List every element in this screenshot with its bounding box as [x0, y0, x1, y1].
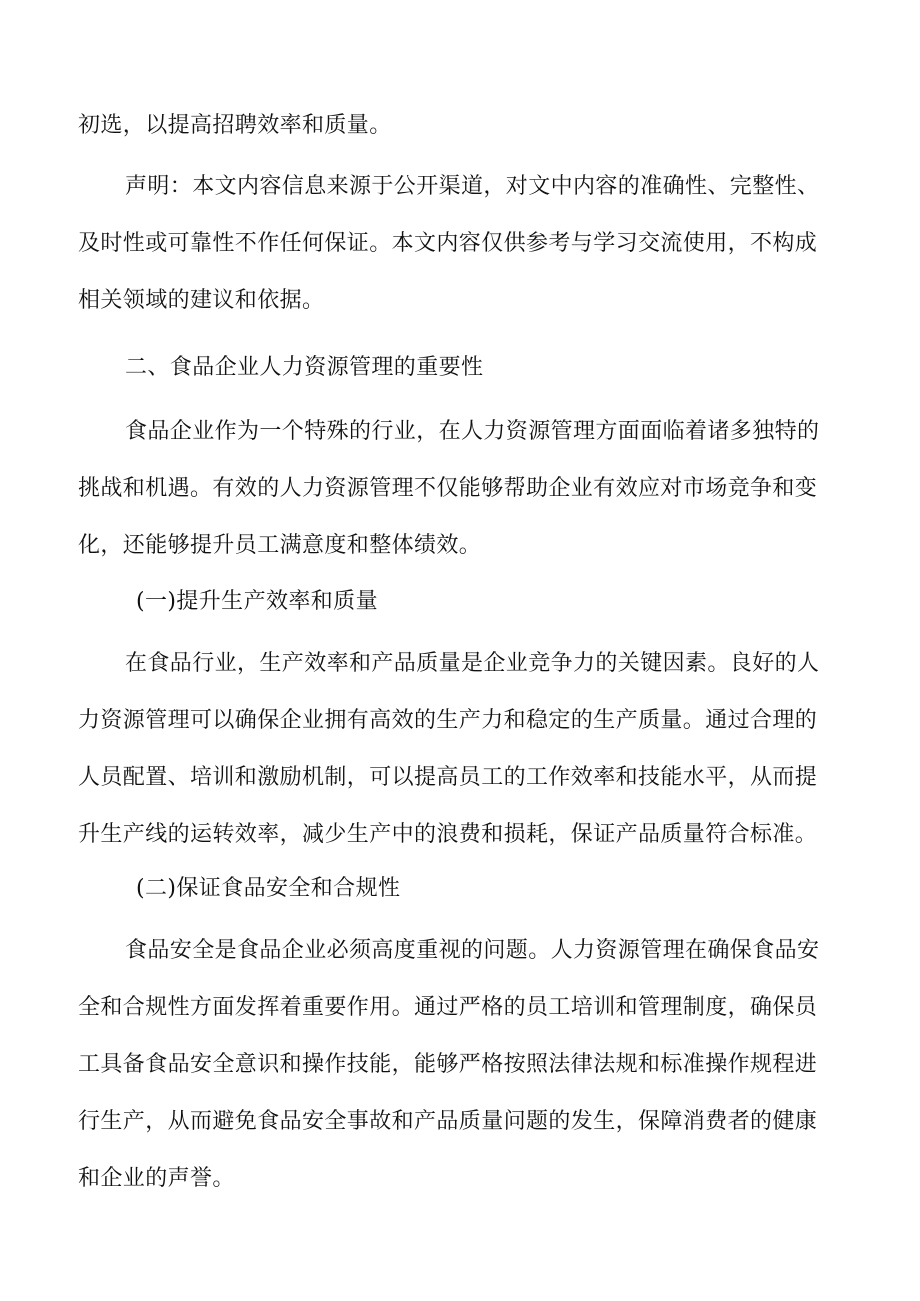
intro-paragraph-tail — [78, 97, 842, 154]
paragraph-line: 全和合规性方面发挥着重要作用。通过严格的员工培训和管理制度，确保员 — [78, 995, 818, 1020]
subsection-1-heading — [78, 573, 842, 630]
section-heading-text: 二、食品企业人力资源管理的重要性 — [125, 355, 484, 380]
paragraph-line: 力资源管理可以确保企业拥有高效的生产力和稳定的生产质量。通过合理的 — [78, 708, 818, 733]
paragraph-line: 声明：本文内容信息来源于公开渠道，对文中内容的准确性、完整性、 — [125, 174, 820, 199]
paragraph-line: 化，还能够提升员工满意度和整体绩效。 — [78, 533, 482, 558]
paragraph-line: 挑战和机遇。有效的人力资源管理不仅能够帮助企业有效应对市场竞争和变 — [78, 476, 818, 501]
subsection-1-paragraph — [78, 635, 842, 863]
paragraph-line: 食品企业作为一个特殊的行业，在人力资源管理方面面临着诸多独特的 — [125, 419, 820, 444]
paragraph-line: 相关领域的建议和依据。 — [78, 288, 325, 313]
paragraph-line: 人员配置、培训和激励机制，可以提高员工的工作效率和技能水平，从而提 — [78, 765, 818, 790]
paragraph-line: 及时性或可靠性不作任何保证。本文内容仅供参考与学习交流使用，不构成 — [78, 231, 818, 256]
paragraph-line: 在食品行业，生产效率和产品质量是企业竞争力的关键因素。良好的人 — [125, 651, 820, 676]
paragraph-line: 初选，以提高招聘效率和质量。 — [78, 113, 392, 138]
subsection-heading-text: (一)提升生产效率和质量 — [136, 589, 378, 614]
paragraph-line: 食品安全是食品企业必须高度重视的问题。人力资源管理在确保食品安 — [125, 938, 820, 963]
subsection-2-heading — [78, 860, 842, 917]
section-intro-paragraph — [78, 403, 842, 574]
subsection-2-paragraph — [78, 922, 842, 1207]
subsection-heading-text: (二)保证食品安全和合规性 — [136, 876, 401, 901]
paragraph-line: 工具备食品安全意识和操作技能，能够严格按照法律法规和标准操作规程进 — [78, 1052, 818, 1077]
paragraph-line: 行生产，从而避免食品安全事故和产品质量问题的发生，保障消费者的健康 — [78, 1109, 818, 1134]
section-heading — [78, 339, 842, 396]
disclaimer-paragraph — [78, 158, 842, 329]
paragraph-line: 升生产线的运转效率，减少生产中的浪费和损耗，保证产品质量符合标准。 — [78, 822, 818, 847]
paragraph-line: 和企业的声誉。 — [78, 1166, 235, 1191]
